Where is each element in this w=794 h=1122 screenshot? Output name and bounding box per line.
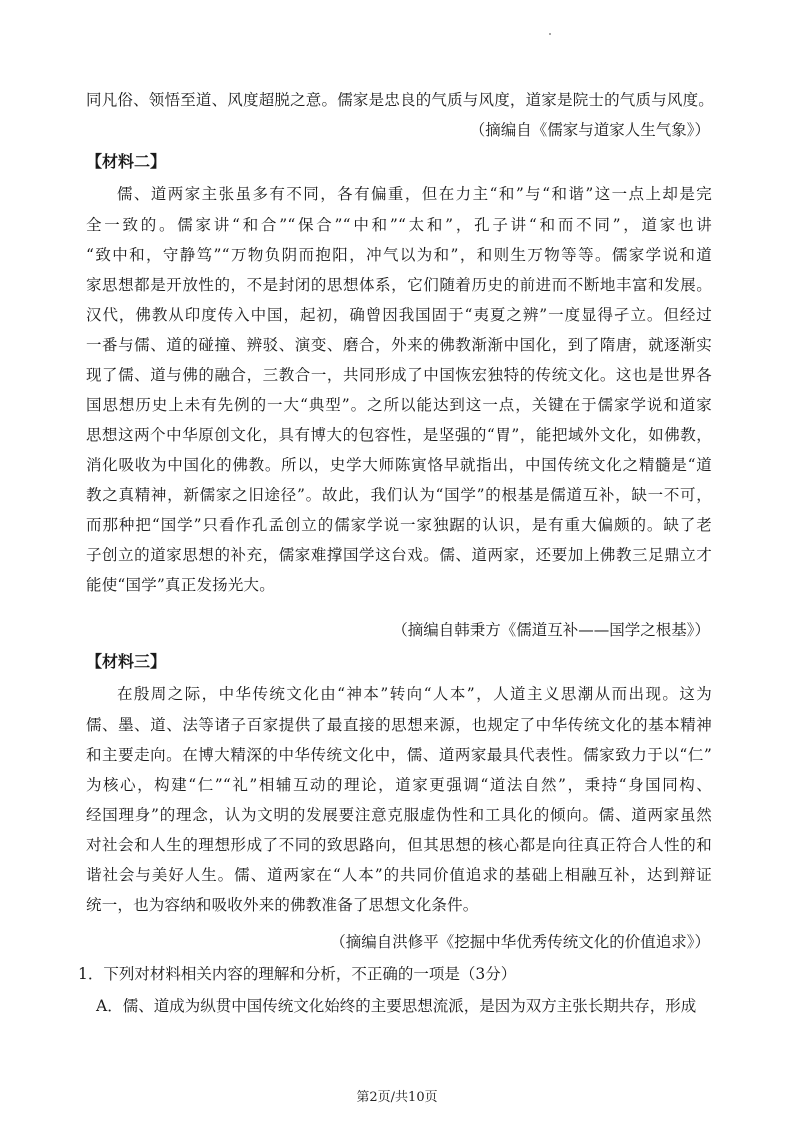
material1-line: 同凡俗、领悟至道、风度超脱之意。儒家是忠良的气质与风度，道家是院士的气质与风度。 — [86, 91, 715, 109]
page-number: 第2页/共10页 — [356, 1090, 438, 1105]
material3-line: 儒、墨、道、法等诸子百家提供了最直接的思想来源，也规定了中华传统文化的基本精神 — [86, 716, 712, 734]
material2-line: 一番与儒、道的碰撞、辨驳、演变、磨合，外来的佛教渐渐中国化，到了隋唐，就逐渐实 — [86, 336, 712, 354]
material3-line: 对社会和人生的理想形成了不同的致思路向，但其思想的核心都是向往真正符合人性的和 — [86, 836, 712, 854]
material2-line: 家思想都是开放性的，不是封闭的思想体系，它们随着历史的前进而不断地丰富和发展。 — [86, 276, 712, 294]
material2-line: 国思想历史上未有先例的一大“典型”。之所以能达到这一点，关键在于儒家学说和道家 — [86, 396, 712, 414]
material3-line: 谐社会与美好人生。儒、道两家在“人本”的共同价值追求的基础上相融互补，达到辩证 — [86, 866, 712, 884]
material2-line: 消化吸收为中国化的佛教。所以，史学大师陈寅恪早就指出，中国传统文化之精髓是“道 — [86, 456, 712, 474]
material3-source: （摘编自洪修平《挖掘中华优秀传统文化的价值追求》） — [330, 933, 710, 951]
material2-line: 能使“国学”真正发扬光大。 — [86, 576, 275, 594]
material3-line: 在殷周之际，中华传统文化由“神本”转向“人本”，人道主义思潮从而出现。这为 — [117, 685, 712, 703]
material2-line: 汉代，佛教从印度传入中国，起初，确曾因我国固于“夷夏之辨”一度显得孑立。但经过 — [86, 306, 712, 324]
material2-line: 而那种把“国学”只看作孔孟创立的儒家学说一家独踞的认识，是有重大偏颇的。缺了老 — [86, 516, 712, 534]
material3-line: 经国理身”的理念，认为文明的发展要注意克服虚伪性和工具化的倾向。儒、道两家虽然 — [86, 806, 712, 824]
material1-source: （摘编自《儒家与道家人生气象》） — [469, 121, 710, 139]
material2-line: “致中和，守静笃”“万物负阴而抱阳，冲气以为和”，和则生万物等等。儒家学说和道 — [86, 246, 712, 264]
material2-line: 全一致的。儒家讲“和合”“保合”“中和”“太和”，孔子讲“和而不同”，道家也讲 — [86, 216, 712, 234]
material3-line: 统一，也为容纳和吸收外来的佛教准备了思想文化条件。 — [86, 896, 479, 914]
option-a: A．儒、道成为纵贯中国传统文化始终的主要思想流派，是因为双方主张长期共存，形成 — [96, 997, 697, 1015]
material2-line: 儒、道两家主张虽多有不同，各有偏重，但在力主“和”与“和谐”这一点上却是完 — [117, 185, 712, 203]
material2-line: 教之真精神，新儒家之旧途径”。故此，我们认为“国学”的根基是儒道互补，缺一不可， — [86, 486, 712, 504]
material3-heading: 【材料三】 — [86, 652, 167, 671]
material2-source: （摘编自韩秉方《儒道互补——国学之根基》） — [392, 621, 710, 639]
material2-line: 思想这两个中华原创文化，具有博大的包容性，是坚强的“胃”，能把域外文化，如佛教， — [86, 426, 712, 444]
material2-line: 子创立的道家思想的补充，儒家难撑国学这台戏。儒、道两家，还要加上佛教三足鼎立才 — [86, 546, 712, 564]
material2-heading: 【材料二】 — [86, 152, 167, 171]
material3-line: 和主要走向。在博大精深的中华传统文化中，儒、道两家最具代表性。儒家致力于以“仁” — [86, 746, 712, 764]
question-stem: 1．下列对材料相关内容的理解和分析，不正确的一项是（3分） — [78, 965, 517, 983]
scan-speck — [549, 33, 551, 35]
material2-line: 现了儒、道与佛的融合，三教合一，共同形成了中国恢宏独特的传统文化。这也是世界各 — [86, 366, 712, 384]
material3-line: 为核心，构建“仁”“礼”相辅互动的理论，道家更强调“道法自然”，秉持“身国同构、 — [86, 776, 712, 794]
